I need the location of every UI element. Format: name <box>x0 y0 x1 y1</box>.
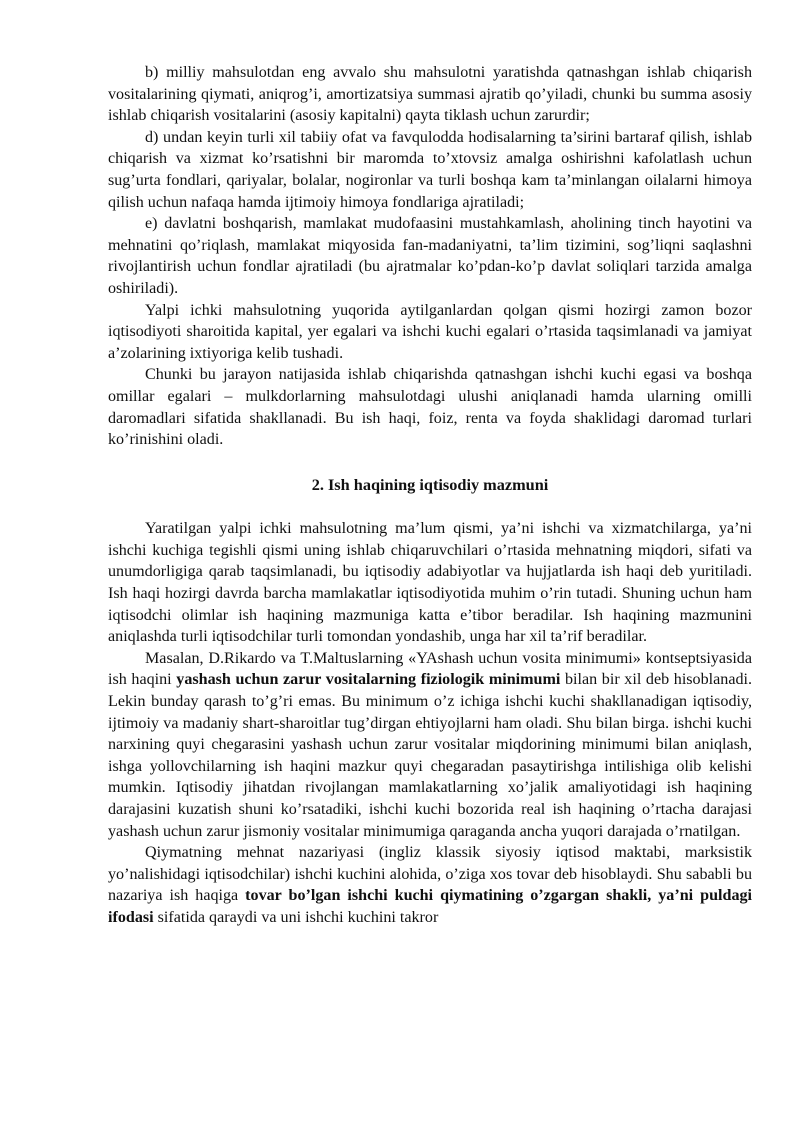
paragraph-e: e) davlatni boshqarish, mamlakat mudofaasini mustahkamlash, aholining tinch hayotini va mehnatini qo’riqlash, mamlakat miqyosida fan-madaniyatni, ta’lim tizimini, sog’liqni saqlashni rivojlantirish uchun fondlar ajratiladi (bu ajratmalar ko’pdan-ko’p davlat soliqlari tarzida amalga oshiriladi). <box>108 215 752 297</box>
document-page <box>108 62 752 929</box>
paragraph-b: b) milliy mahsulotdan eng avvalo shu mahsulotni yaratishda qatnashgan ishlab chiqarish vositalarining qiymati, aniqrog’i, amortizatsiya summasi ajratib qo’yiladi, chunki bu summa asosiy ishlab chiqarish vositalarini (asosiy kapitalni) qayta tiklash uchun zarurdir; <box>108 64 752 125</box>
section-heading: 2. Ish haqining iqtisodiy mazmuni <box>311 474 549 494</box>
paragraph-wage-definition: Yaratilgan yalpi ichki mahsulotning ma’lum qismi, ya’ni ishchi va xizmatchilarga, ya’ni ishchi kuchiga tegishli qismi uning ishlab chiqaruvchilari o’rtasida mehnatning miqdori, sifati va unumdorligiga qarab taqsimlanadi, bu iqtisodiy adabiyotlar va hujjatlarda ish haqi deb yuritiladi. Ish haqi hozirgi davrda barcha mamlakatlar iqtisodiyotida muhim o’rin tutadi. Shuning uchun ham iqtisodchi olimlar ish haqining mazmuniga katta e’tibor beradilar. Ish haqining mazmunini aniqlashda turli iqtisodchilar turli tomondan yondashib, unga har xil ta’rif beradilar. <box>108 520 752 646</box>
paragraph-gdp-distribution: Yalpi ichki mahsulotning yuqorida aytilganlardan qolgan qismi hozirgi zamon bozor iqtisodiyoti sharoitida kapital, yer egalari va ishchi kuchi egalari o’rtasida taqsimlanadi va jamiyat a’zolarining ixtiyoriga kelib tushadi. <box>108 301 752 362</box>
paragraph-rikardo-maltus <box>108 648 752 842</box>
paragraph-text: Qiymatning mehnat nazariyasi (ingliz klassik siyosiy iqtisod maktabi, marksistik yo’nalishidagi iqtisodchilar) ishchi kuchini alohida, o’ziga xos tovar deb hisoblaydi. Shu sababli bu nazariya ish haqiga <box>108 844 752 905</box>
paragraph-text: sifatida qaraydi va uni ishchi kuchini takror <box>153 908 439 926</box>
paragraph-factor-income: Chunki bu jarayon natijasida ishlab chiqarishda qatnashgan ishchi kuchi egasi va boshqa omillar egalari – mulkdorlarning mahsulotdagi ulushi aniqlanadi hamda ularning omilli daromadlari sifatida shakllanadi. Bu ish haqi, foiz, renta va foyda shaklidagi daromad turlari ko’rinishini oladi. <box>108 366 752 449</box>
bold-phrase: yashash uchun zarur vositalarning fiziologik minimumi <box>176 671 561 689</box>
paragraph-text: Masalan, D.Rikardo va T.Maltuslarning «YAshash uchun vosita minimumi» kontseptsiyasida ish haqini <box>108 649 752 689</box>
paragraph-labor-value-theory <box>108 842 752 928</box>
paragraph-text: bilan bir xil deb hisoblanadi. Lekin bunday qarash to’g’ri emas. Bu minimum o’z ichiga ishchi kuchi shakllanadigan iqtisodiy, ijtimoiy va madaniy shart-sharoitlar tug’dirgan ehtiyojlarni ham oladi. Shu bilan birga. ishchi kuchi narxining quyi chegarasini yashash uchun zarur vositalar miqdorining minimumi bilan aniqlash, ishga yollovchilarning ish haqini mazkur quyi chegaradan pasaytirishga intilishiga olib kelishi mumkin. Iqtisodiy jihatdan rivojlangan mamlakatlarning xo’jalik amaliyotidagi ish haqining darajasini kuzatish shuni ko’rsatadiki, ishchi kuchi bozorida real ish haqining o’rtacha darajasi yashash uchun zarur jismoniy vositalar minimumiga qaraganda ancha yuqori darajada o’rnatilgan. <box>108 671 752 840</box>
bold-phrase: tovar bo’lgan ishchi kuchi qiymatining o’zgargan shakli, ya’ni puldagi ifodasi <box>108 887 753 926</box>
paragraph-d: d) undan keyin turli xil tabiiy ofat va favqulodda hodisalarning ta’sirini bartaraf qilish, ishlab chiqarish va xizmat ko’rsatishni bir maromda to’xtovsiz amalga oshirishni kafolatlash uchun sug’urta fondlari, qariyalar, bolalar, nogironlar va turli boshqa kam ta’minlangan oilalarni himoya qilish uchun nafaqa hamda ijtimoiy himoya fondlariga ajratiladi; <box>108 128 752 211</box>
